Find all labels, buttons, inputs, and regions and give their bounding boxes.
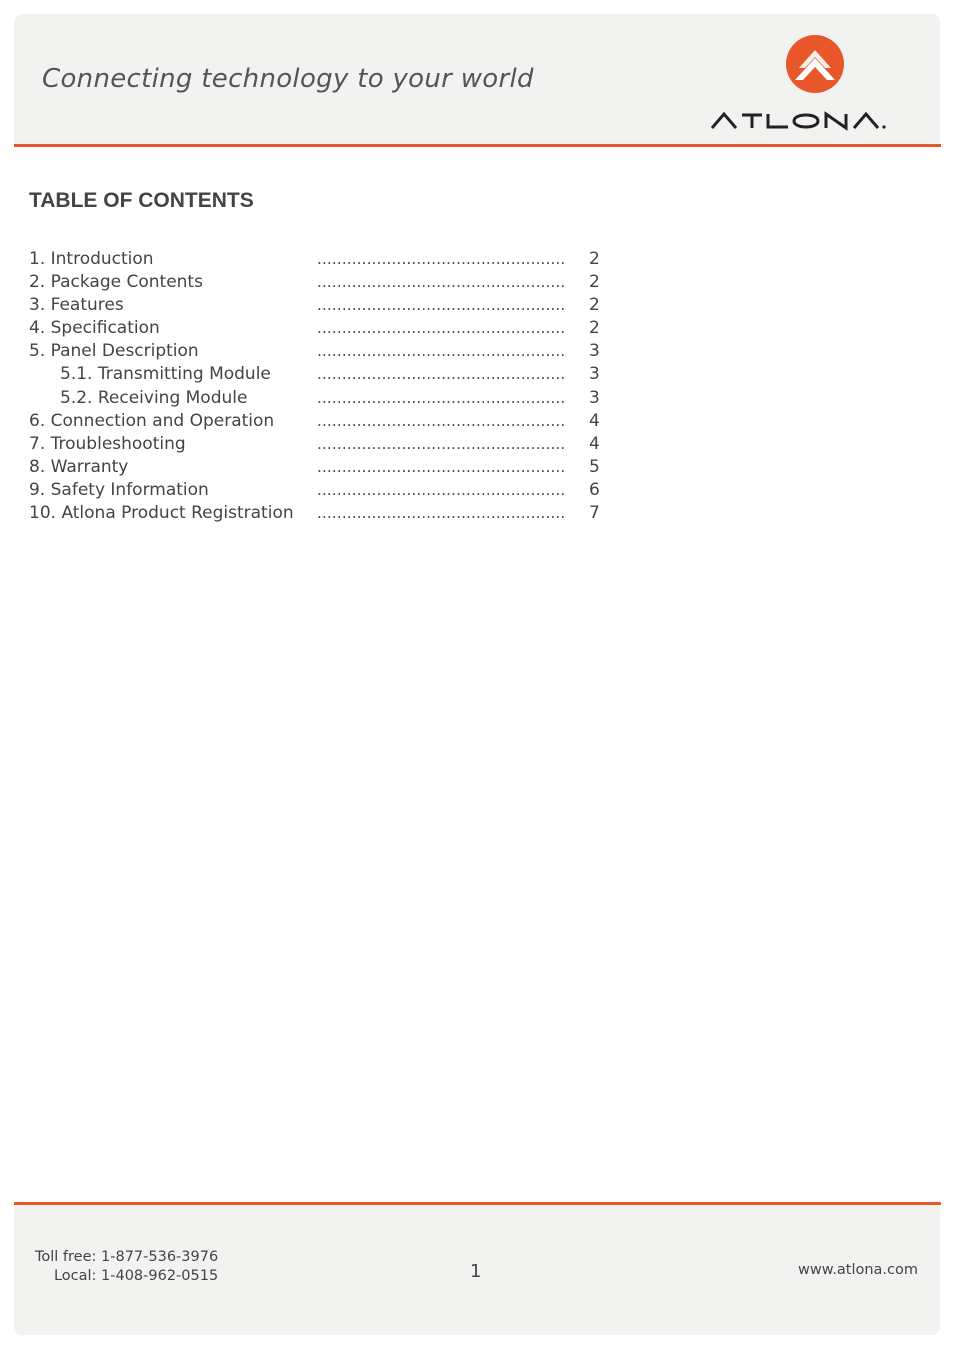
toc-list	[29, 248, 604, 525]
toc-entry-page: 5	[589, 456, 600, 477]
toc-entry-page: 3	[589, 364, 600, 385]
toc-entry[interactable]	[29, 479, 604, 502]
toc-leader-dots: ..................................................	[317, 457, 566, 476]
toc-leader-dots: ..................................................	[317, 273, 566, 292]
toc-entry[interactable]	[29, 502, 604, 525]
toc-leader-dots: ..................................................	[317, 434, 566, 453]
toc-entry-label: 5.2. Receiving Module	[60, 387, 248, 408]
toc-entry-label: 5. Panel Description	[29, 341, 199, 362]
toc-entry-page: 2	[589, 295, 600, 316]
atlona-logo-icon	[786, 35, 844, 93]
toc-entry-label: 7. Troubleshooting	[29, 433, 186, 454]
toc-leader-dots: ..................................................	[317, 365, 566, 384]
footer-website-link[interactable]: www.atlona.com	[798, 1262, 918, 1278]
toc-entry[interactable]	[29, 248, 604, 271]
toc-entry-page: 3	[589, 387, 600, 408]
toc-entry[interactable]	[29, 410, 604, 433]
toc-entry-label: 4. Specification	[29, 318, 160, 339]
toc-entry-label: 5.1. Transmitting Module	[60, 364, 271, 385]
toc-entry-label: 9. Safety Information	[29, 479, 209, 500]
toc-entry-page: 2	[589, 272, 600, 293]
toc-entry[interactable]	[29, 456, 604, 479]
toc-heading: TABLE OF CONTENTS	[29, 189, 254, 212]
footer-local-phone: Local: 1-408-962-0515	[53, 1268, 219, 1284]
toc-subentry[interactable]	[29, 363, 604, 386]
toc-entry[interactable]	[29, 433, 604, 456]
footer-page-number: 1	[470, 1261, 482, 1282]
toc-entry-label: 8. Warranty	[29, 456, 129, 477]
toc-leader-dots: ..................................................	[317, 504, 566, 523]
toc-leader-dots: ..................................................	[317, 319, 566, 338]
toc-entry-label: 3. Features	[29, 295, 124, 316]
toc-entry-label: 1. Introduction	[29, 249, 154, 269]
footer-phone-numbers	[35, 1248, 218, 1286]
toc-entry-page: 6	[589, 479, 600, 500]
toc-entry-label: 10. Atlona Product Registration	[29, 503, 294, 524]
footer-toll-free: Toll free: 1-877-536-3976	[35, 1249, 219, 1265]
toc-entry-page: 4	[589, 410, 600, 431]
toc-leader-dots: ..................................................	[317, 480, 566, 499]
toc-leader-dots: ..................................................	[317, 250, 566, 268]
toc-entry[interactable]	[29, 294, 604, 317]
toc-leader-dots: ..................................................	[317, 411, 566, 430]
toc-entry-page: 2	[589, 318, 600, 339]
toc-entry[interactable]	[29, 340, 604, 363]
toc-entry-page: 3	[589, 341, 600, 362]
atlona-logo	[698, 34, 928, 138]
toc-leader-dots: ..................................................	[317, 296, 566, 315]
toc-leader-dots: ..................................................	[317, 342, 566, 361]
toc-entry[interactable]	[29, 317, 604, 340]
toc-entry[interactable]	[29, 271, 604, 294]
page-header	[14, 14, 940, 144]
header-divider	[14, 144, 941, 147]
toc-entry-page: 2	[589, 249, 600, 269]
toc-entry-page: 7	[589, 503, 600, 524]
toc-entry-label: 6. Connection and Operation	[29, 410, 275, 431]
toc-entry-page: 4	[589, 433, 600, 454]
toc-subentry[interactable]	[29, 387, 604, 410]
toc-leader-dots: ..................................................	[317, 388, 566, 407]
atlona-logo-wordmark	[712, 114, 878, 128]
toc-entry-label: 2. Package Contents	[29, 272, 203, 293]
header-tagline: Connecting technology to your world	[42, 64, 534, 94]
